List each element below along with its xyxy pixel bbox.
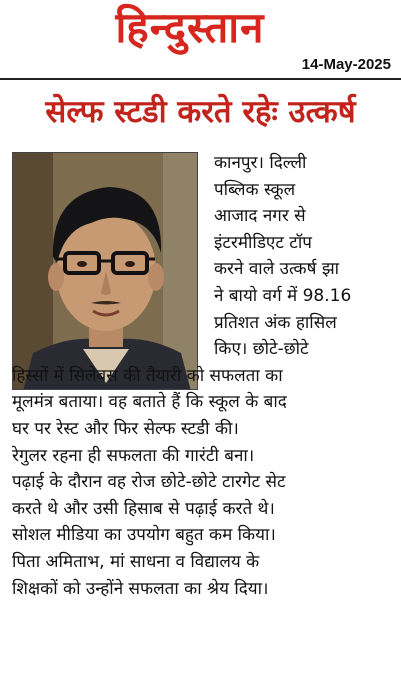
article-line: मूलमंत्र बताया। वह बताते हैं कि स्कूल के बाद xyxy=(12,392,287,413)
article-line: इंटरमीडिएट टॉप xyxy=(214,232,312,253)
publication-date: 14-May-2025 xyxy=(301,56,391,73)
article-line: हिस्सों में सिलेबस की तैयारी को सफलता का xyxy=(12,365,283,386)
article-line: कानपुर। दिल्ली xyxy=(214,153,307,173)
article-line: घर पर रेस्ट और फिर सेल्फ स्टडी की। xyxy=(12,418,239,439)
article-line: प्रतिशत अंक हासिल xyxy=(214,312,337,333)
article-line: पब्लिक स्कूल xyxy=(214,179,296,200)
article-line: करने वाले उत्कर्ष झा xyxy=(214,259,340,280)
newspaper-logo: हिन्दुस्तान xyxy=(115,3,265,52)
article-line: किए। छोटे-छोटे xyxy=(214,339,309,360)
masthead-divider xyxy=(0,78,401,80)
article-line: पढ़ाई के दौरान वह रोज छोटे-छोटे टारगेट सेट xyxy=(12,472,286,493)
article-line: सोशल मीडिया का उपयोग बहुत कम किया। xyxy=(12,525,276,546)
article-line: आजाद नगर से xyxy=(214,206,306,227)
article-headline: सेल्फ स्टडी करते रहेः उत्कर्ष xyxy=(45,94,356,130)
article-line: रेगुलर रहना ही सफलता की गारंटी बना। xyxy=(12,445,255,466)
article-body xyxy=(12,150,394,602)
article-line: ने बायो वर्ग में 98.16 xyxy=(214,285,352,306)
article-line: शिक्षकों को उन्होंने सफलता का श्रेय दिया। xyxy=(12,578,269,599)
article-line: करते थे और उसी हिसाब से पढ़ाई करते थे। xyxy=(12,498,275,519)
masthead xyxy=(0,0,401,80)
article-line: पिता अमिताभ, मां साधना व विद्यालय के xyxy=(12,551,260,572)
